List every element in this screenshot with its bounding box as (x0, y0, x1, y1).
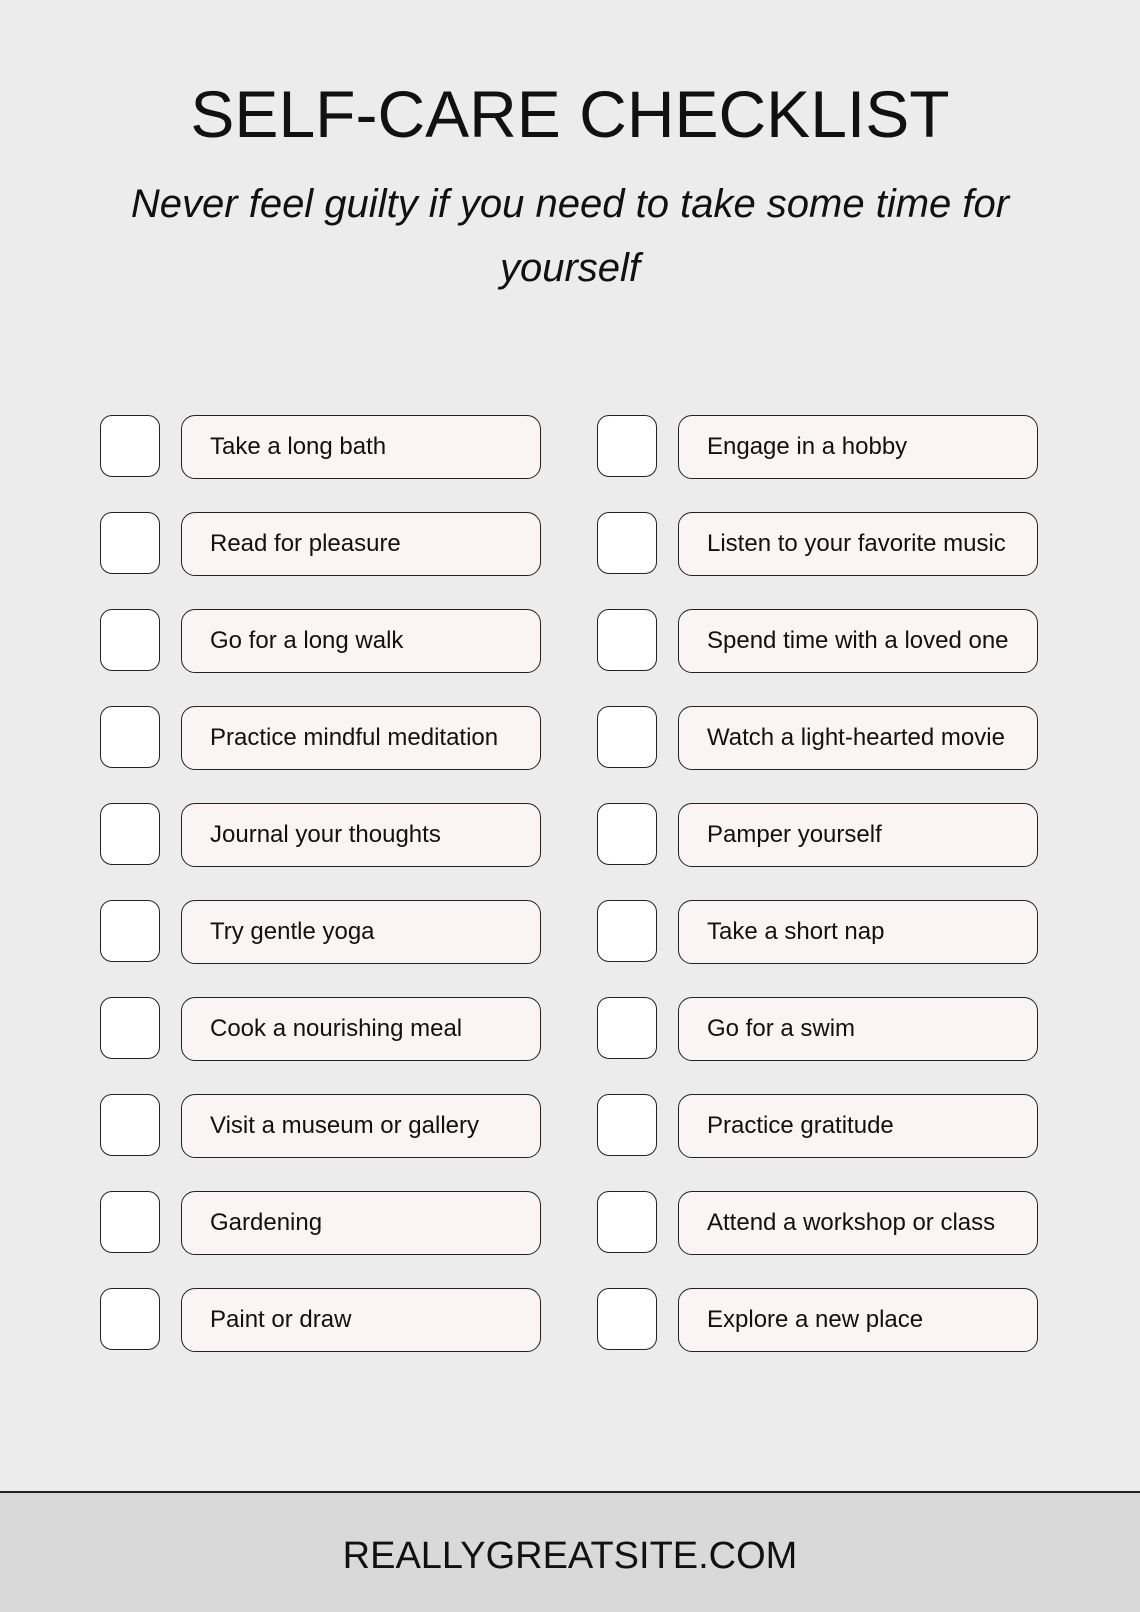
item-label: Spend time with a loved one (678, 609, 1038, 673)
checkbox[interactable] (100, 1288, 160, 1350)
checklist-row (100, 609, 1040, 706)
item-label: Read for pleasure (181, 512, 541, 576)
checkbox[interactable] (597, 1288, 657, 1350)
item-label: Take a long bath (181, 415, 541, 479)
item-label: Gardening (181, 1191, 541, 1255)
checkbox[interactable] (597, 706, 657, 768)
checklist-row (100, 415, 1040, 512)
item-label: Practice gratitude (678, 1094, 1038, 1158)
checkbox[interactable] (100, 1191, 160, 1253)
checkbox[interactable] (100, 609, 160, 671)
checkbox[interactable] (597, 512, 657, 574)
checklist-row (100, 803, 1040, 900)
item-label: Cook a nourishing meal (181, 997, 541, 1061)
checklist-row (100, 512, 1040, 609)
item-label: Visit a museum or gallery (181, 1094, 541, 1158)
checkbox[interactable] (597, 803, 657, 865)
item-label: Paint or draw (181, 1288, 541, 1352)
item-label: Listen to your favorite music (678, 512, 1038, 576)
checkbox[interactable] (100, 900, 160, 962)
checklist-row (100, 1094, 1040, 1191)
item-label: Practice mindful meditation (181, 706, 541, 770)
checklist-row (100, 1288, 1040, 1385)
checklist-row (100, 997, 1040, 1094)
footer-website: REALLYGREATSITE.COM (342, 1535, 798, 1577)
checkbox[interactable] (597, 1094, 657, 1156)
item-label: Explore a new place (678, 1288, 1038, 1352)
checkbox[interactable] (597, 997, 657, 1059)
checklist-row (100, 900, 1040, 997)
item-label: Engage in a hobby (678, 415, 1038, 479)
checkbox[interactable] (597, 609, 657, 671)
item-label: Attend a workshop or class (678, 1191, 1038, 1255)
checkbox[interactable] (597, 900, 657, 962)
checkbox[interactable] (597, 415, 657, 477)
checkbox[interactable] (100, 803, 160, 865)
item-label: Try gentle yoga (181, 900, 541, 964)
checklist-row (100, 706, 1040, 803)
item-label: Take a short nap (678, 900, 1038, 964)
checkbox[interactable] (100, 997, 160, 1059)
item-label: Journal your thoughts (181, 803, 541, 867)
checklist (100, 415, 1040, 1385)
page-title: SELF-CARE CHECKLIST (190, 77, 950, 151)
checkbox[interactable] (100, 706, 160, 768)
item-label: Watch a light-hearted movie (678, 706, 1038, 770)
checkbox[interactable] (100, 415, 160, 477)
item-label: Pamper yourself (678, 803, 1038, 867)
checklist-row (100, 1191, 1040, 1288)
checkbox[interactable] (100, 512, 160, 574)
page-subtitle: Never feel guilty if you need to take some time for yourself (130, 182, 1010, 290)
item-label: Go for a swim (678, 997, 1038, 1061)
item-label: Go for a long walk (181, 609, 541, 673)
checkbox[interactable] (597, 1191, 657, 1253)
checkbox[interactable] (100, 1094, 160, 1156)
